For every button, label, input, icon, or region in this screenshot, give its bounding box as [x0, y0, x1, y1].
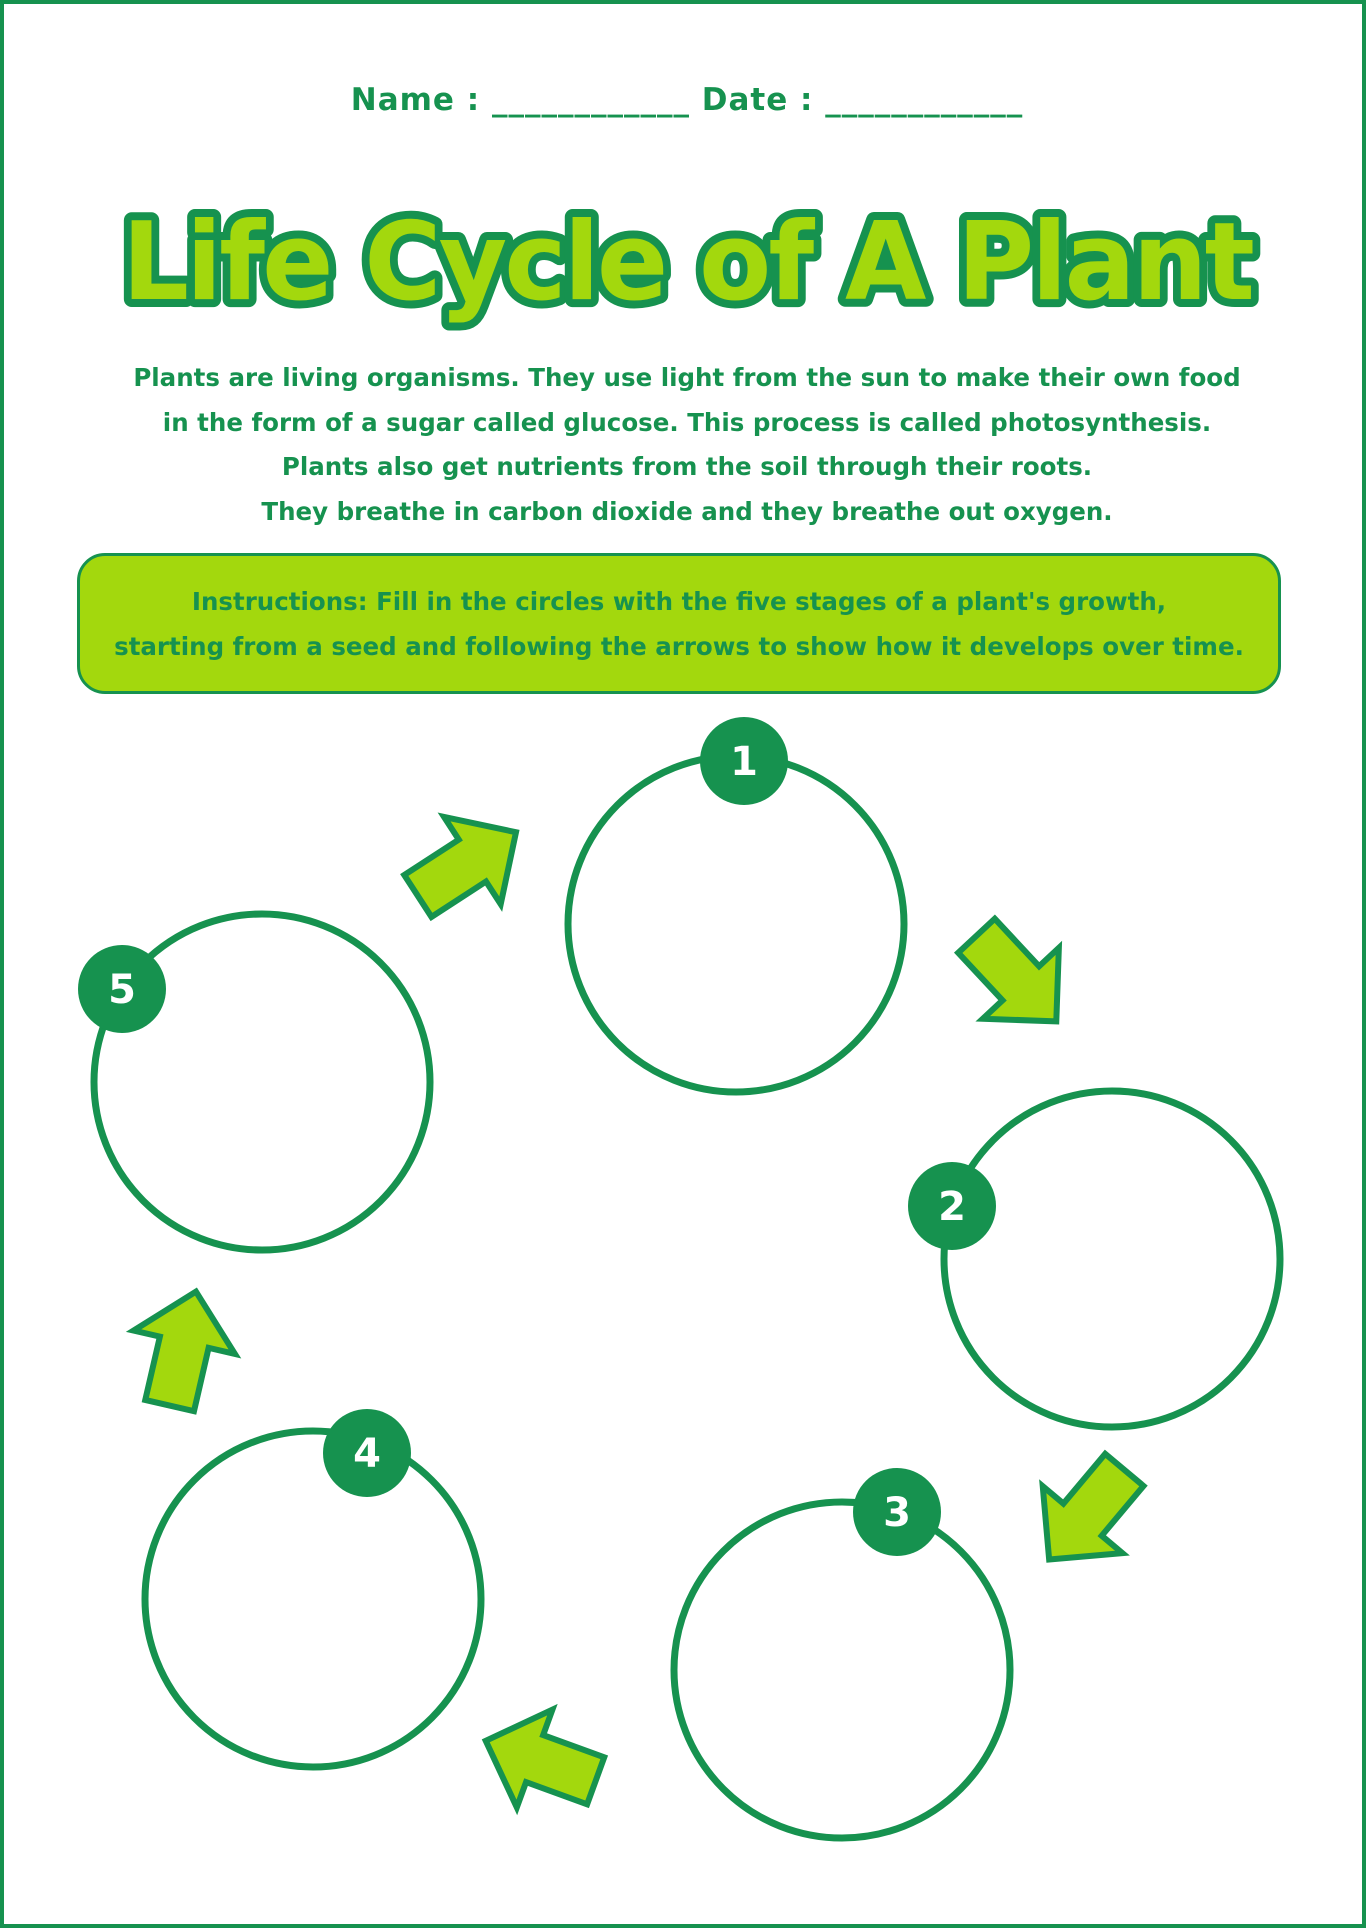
intro-line: Plants also get nutrients from the soil through their roots.	[281, 452, 1093, 481]
stage-badge-3	[853, 1468, 941, 1556]
intro-line: They breathe in carbon dioxide and they breathe out oxygen.	[261, 496, 1113, 526]
instructions-line: starting from a seed and following the arrows to show how it develops over time.	[114, 632, 1244, 661]
stage-badge-5	[78, 945, 166, 1033]
stage-badge-1	[700, 717, 788, 805]
stage-number: 4	[353, 1431, 381, 1477]
arrow-1-to-2-icon	[938, 900, 1094, 1056]
stage-number: 2	[938, 1184, 966, 1230]
arrow-3-to-4-icon	[468, 1692, 614, 1830]
name-field-label: Name : ____________	[350, 82, 690, 118]
intro-line: in the form of a sugar called glucose. This process is called photosynthesis.	[162, 407, 1212, 437]
worksheet-title-text: Life Cycle of A Plant	[122, 200, 1254, 325]
stage-badge-2	[908, 1162, 996, 1250]
arrow-4-to-5-icon	[119, 1280, 247, 1417]
arrow-5-to-1-icon	[390, 789, 545, 940]
stage-badge-4	[323, 1409, 411, 1497]
stage-circle-4[interactable]	[145, 1431, 481, 1767]
stage-circle-2[interactable]	[944, 1091, 1280, 1427]
stage-number: 1	[730, 739, 758, 785]
stage-number: 5	[108, 967, 136, 1013]
arrow-2-to-3-icon	[1009, 1436, 1164, 1592]
intro-line: Plants are living organisms. They use light from the sun to make their own food	[133, 363, 1241, 392]
stage-circle-3[interactable]	[674, 1502, 1010, 1838]
instructions-line: Instructions: Fill in the circles with the five stages of a plant's growth,	[191, 587, 1167, 616]
date-field-label: Date : ____________	[701, 82, 1024, 118]
life-cycle-diagram	[4, 4, 1366, 1932]
stage-number: 3	[883, 1490, 911, 1536]
stage-circle-1[interactable]	[568, 756, 904, 1092]
